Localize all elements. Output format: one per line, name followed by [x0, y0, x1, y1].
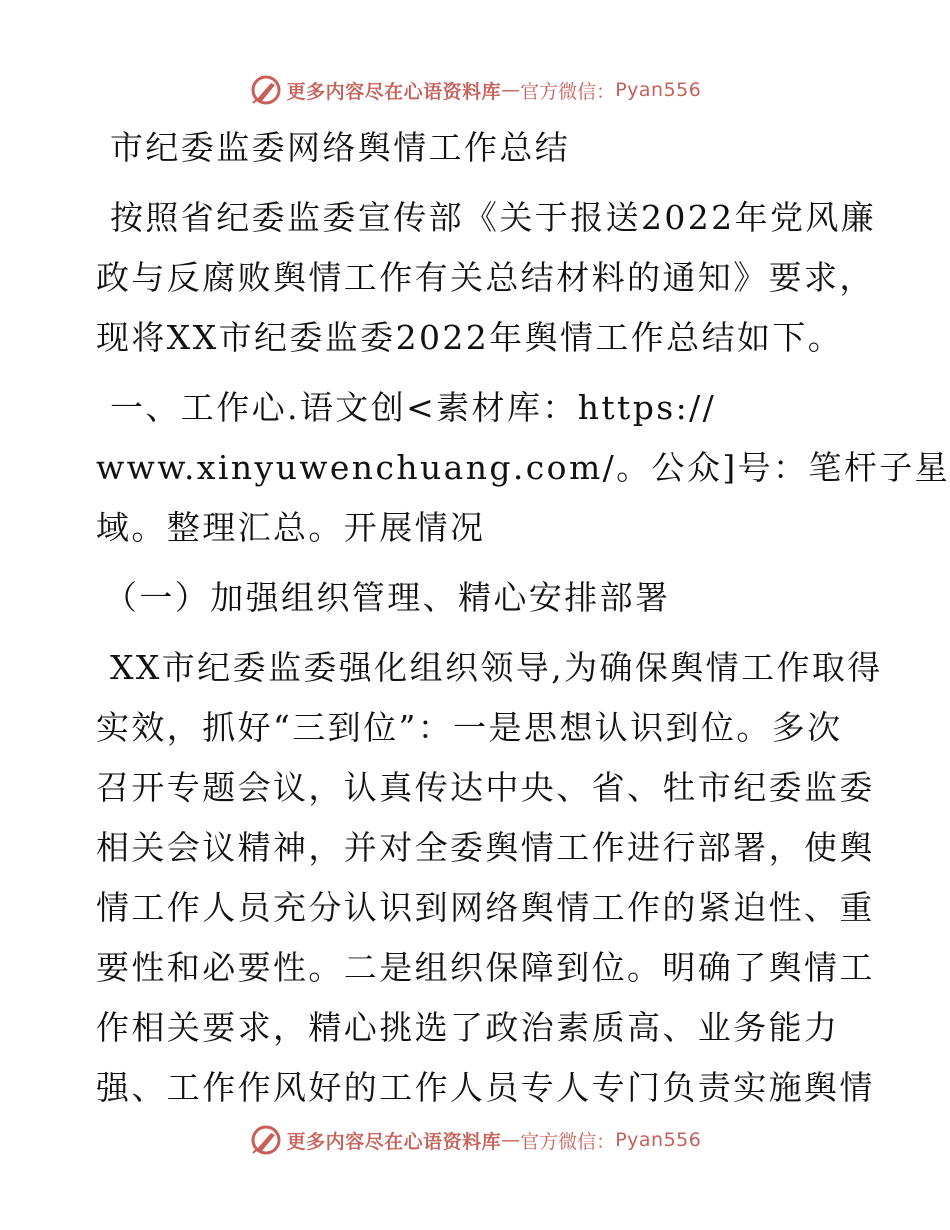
banner-separator: —	[501, 1129, 521, 1151]
banner-brand-text: 更多内容尽在心语资料库	[286, 80, 502, 103]
paragraph-line: 强、工作作风好的工作人员专人专门负责实施舆情	[96, 1068, 875, 1107]
paragraph-line: 情工作人员充分认识到网络舆情工作的紧迫性、重	[96, 888, 875, 927]
paragraph-line: 按照省纪委监委宣传部《关于报送2022年党风廉	[110, 198, 877, 237]
paragraph-line: 作相关要求，精心挑选了政治素质高、业务能力	[96, 1008, 840, 1047]
paragraph-line: 政与反腐败舆情工作有关总结材料的通知》要求，	[96, 258, 875, 297]
section-one-heading	[96, 378, 950, 558]
pen-logo-icon	[249, 73, 283, 107]
paragraph-line: 现将XX市纪委监委2022年舆情工作总结如下。	[96, 318, 844, 357]
paragraph-line: 要性和必要性。二是组织保障到位。明确了舆情工	[96, 948, 875, 987]
banner-wechat-label: 官方微信：	[520, 1130, 616, 1153]
banner-wechat-id: Pyan556	[615, 1129, 702, 1151]
subsection-heading: （一）加强组织管理、精心安排部署	[104, 578, 671, 617]
banner-wechat-label: 官方微信：	[520, 80, 616, 103]
footer-banner	[0, 1120, 950, 1160]
banner-wechat-id: Pyan556	[615, 79, 702, 101]
body-paragraph	[96, 638, 883, 1118]
paragraph-line: XX市纪委监委强化组织领导,为确保舆情工作取得	[110, 648, 883, 687]
paragraph-line: www.xinyuwenchuang.com/。公众]号：笔杆子星	[96, 448, 950, 487]
document-body	[96, 118, 950, 1118]
paragraph-line: 相关会议精神，并对全委舆情工作进行部署，使舆	[96, 828, 875, 867]
header-banner	[0, 70, 950, 110]
banner-brand-text: 更多内容尽在心语资料库	[286, 1130, 502, 1153]
document-title: 市纪委监委网络舆情工作总结	[110, 128, 571, 167]
pen-logo-icon	[249, 1123, 283, 1157]
paragraph-line: 召开专题会议，认真传达中央、省、牡市纪委监委	[96, 768, 875, 807]
banner-separator: —	[501, 79, 521, 101]
paragraph-line: 实效，抓好“三到位”：一是思想认识到位。多次	[96, 708, 843, 747]
intro-paragraph	[96, 188, 877, 368]
paragraph-line: 域。整理汇总。开展情况	[96, 508, 486, 547]
paragraph-line: 一、工作心.语文创<素材库：https://	[110, 388, 717, 427]
